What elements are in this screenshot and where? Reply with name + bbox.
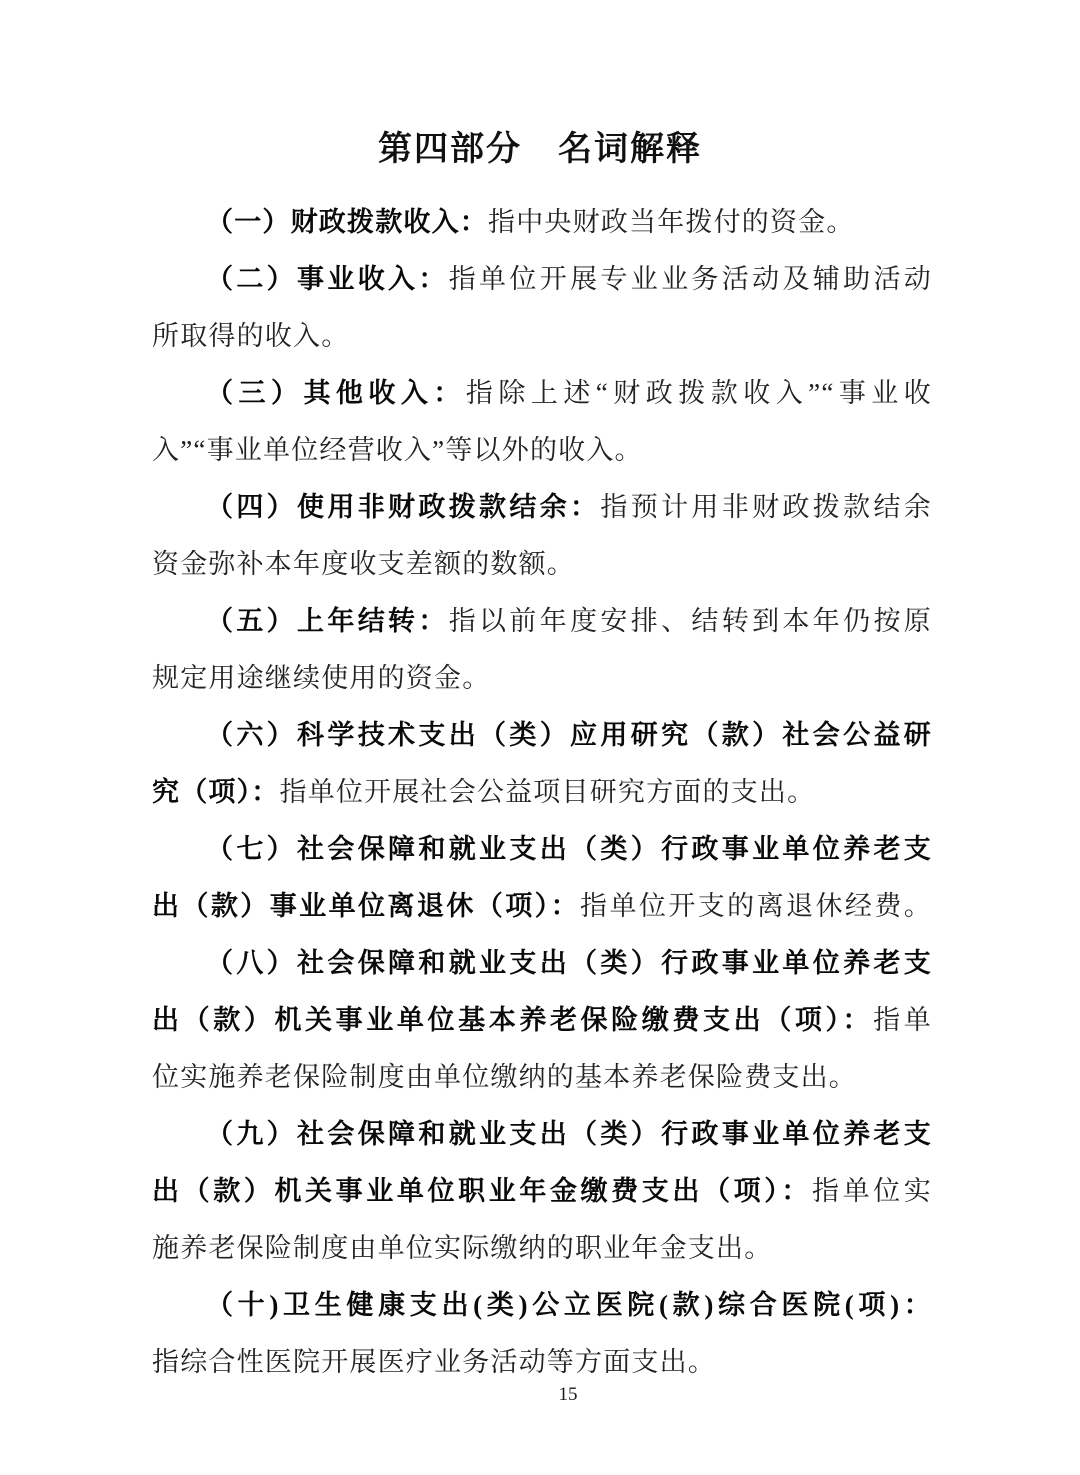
text-line <box>152 764 932 821</box>
term-text-segment: （八）社会保障和就业支出（类）行政事业单位养老支 <box>206 948 932 978</box>
term-text-segment: 出（款）事业单位离退休（项）： <box>152 891 581 921</box>
term-text-segment: 出（款）机关事业单位职业年金缴费支出（项）： <box>152 1176 812 1206</box>
page-number: 15 <box>558 1384 578 1405</box>
text-line <box>152 707 932 764</box>
term-text-segment: （九）社会保障和就业支出（类）行政事业单位养老支 <box>206 1119 932 1149</box>
text-line <box>152 878 932 935</box>
text-line <box>152 1106 932 1163</box>
definition-text-segment: 指综合性医院开展医疗业务活动等方面支出。 <box>152 1347 716 1377</box>
text-line <box>152 1220 932 1277</box>
term-text-segment: （五）上年结转： <box>206 606 449 636</box>
text-line <box>152 1277 932 1334</box>
term-text-segment: （二）事业收入： <box>206 264 449 294</box>
text-line <box>152 935 932 992</box>
definition-text-segment: 指除上述“财政拨款收入”“事业收 <box>465 378 932 408</box>
definition-text-segment: 指单位实 <box>811 1176 932 1206</box>
text-line <box>152 536 932 593</box>
definition-text-segment: 所取得的收入。 <box>152 321 350 351</box>
text-line <box>152 992 932 1049</box>
text-line <box>152 479 932 536</box>
definition-text-segment: 规定用途继续使用的资金。 <box>152 663 491 693</box>
text-line <box>152 422 932 479</box>
definition-text-segment: 施养老保险制度由单位实际缴纳的职业年金支出。 <box>152 1233 773 1263</box>
text-line <box>152 1049 932 1106</box>
definition-text-segment: 位实施养老保险制度由单位缴纳的基本养老保险费支出。 <box>152 1062 857 1092</box>
document-body <box>152 194 932 1391</box>
text-line <box>152 308 932 365</box>
text-line <box>152 593 932 650</box>
definition-text-segment: 指预计用非财政拨款结余 <box>600 492 932 522</box>
definition-text-segment: 指单 <box>873 1005 932 1035</box>
text-line <box>152 251 932 308</box>
term-text-segment: （四）使用非财政拨款结余： <box>206 492 601 522</box>
definition-text-segment: 指单位开展社会公益项目研究方面的支出。 <box>279 777 816 807</box>
page-title: 第四部分 名词解释 <box>378 130 702 168</box>
term-text-segment: （六）科学技术支出（类）应用研究（款）社会公益研 <box>206 720 932 750</box>
text-line <box>152 1163 932 1220</box>
term-text-segment: （十)卫生健康支出(类)公立医院(款)综合医院(项)： <box>206 1290 932 1320</box>
term-text-segment: （七）社会保障和就业支出（类）行政事业单位养老支 <box>206 834 932 864</box>
definition-text-segment: 指单位开展专业业务活动及辅助活动 <box>448 264 932 294</box>
term-text-segment: 出（款）机关事业单位基本养老保险缴费支出（项）： <box>152 1005 874 1035</box>
term-text-segment: （三）其他收入： <box>206 378 466 408</box>
definition-text-segment: 入”“事业单位经营收入”等以外的收入。 <box>152 435 643 465</box>
term-text-segment: （一）财政拨款收入： <box>206 207 488 237</box>
text-line <box>152 1334 932 1391</box>
definition-text-segment: 指中央财政当年拨付的资金。 <box>488 207 855 237</box>
definition-text-segment: 资金弥补本年度收支差额的数额。 <box>152 549 575 579</box>
definition-text-segment: 指单位开支的离退休经费。 <box>580 891 932 921</box>
text-line <box>152 365 932 422</box>
definition-text-segment: 指以前年度安排、结转到本年仍按原 <box>448 606 932 636</box>
term-text-segment: 究（项）： <box>152 777 280 807</box>
text-line <box>152 821 932 878</box>
text-line <box>152 194 932 251</box>
text-line <box>152 650 932 707</box>
